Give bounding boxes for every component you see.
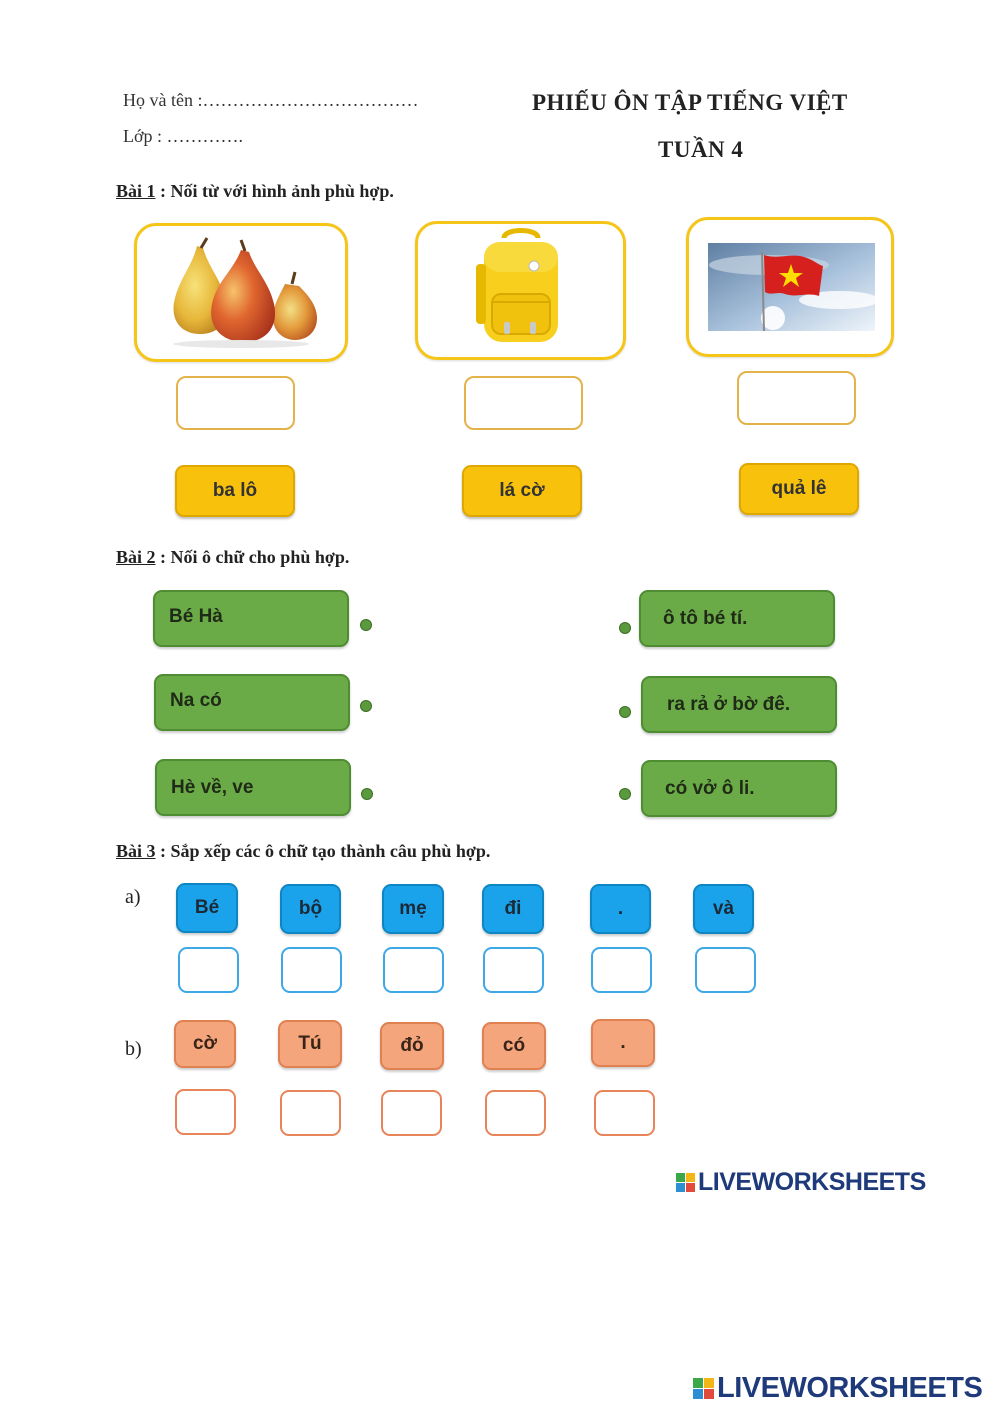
right-connector-dot-1[interactable] [619,622,631,634]
backpack-image [418,224,623,357]
bai2-instruction: : Nối ô chữ cho phù hợp. [155,547,350,567]
word-chip-b-4[interactable]: có [482,1022,546,1070]
liveworksheets-logo-1 [676,1168,926,1197]
part-b-label: b) [125,1038,142,1060]
word-chip-b-1[interactable]: cờ [174,1020,236,1068]
right-phrase-3[interactable]: có vở ô li. [641,760,837,817]
bai3-instruction: : Sắp xếp các ô chữ tạo thành câu phù hợp. [155,841,491,861]
word-ba-lo[interactable]: ba lô [175,465,295,517]
liveworksheets-icon [693,1378,714,1399]
class-line: Lớp : …………. [123,126,244,146]
answer-slot-b-5[interactable] [594,1090,655,1136]
answer-slot-a-1[interactable] [178,947,239,993]
word-chip-a-3[interactable]: mẹ [382,884,444,934]
answer-slot-b-4[interactable] [485,1090,546,1136]
right-connector-dot-3[interactable] [619,788,631,800]
word-chip-b-2[interactable]: Tú [278,1020,342,1068]
bai2-heading [116,547,349,568]
answer-slot-a-6[interactable] [695,947,756,993]
word-chip-a-2[interactable]: bộ [280,884,341,934]
right-phrase-2[interactable]: ra rả ở bờ đê. [641,676,837,733]
word-chip-a-1[interactable]: Bé [176,883,238,933]
backpack-picture-frame [415,221,626,360]
bai1-label: Bài 1 [116,181,156,201]
bai3-heading [116,841,490,862]
word-qua-le[interactable]: quả lê [739,463,859,515]
word-chip-a-5[interactable]: . [590,884,651,934]
pear-image [137,226,345,359]
answer-box-1[interactable] [176,376,295,430]
bai1-instruction: : Nối từ với hình ảnh phù hợp. [155,181,394,201]
bai3-label: Bài 3 [116,841,156,861]
answer-box-2[interactable] [464,376,583,430]
answer-slot-b-1[interactable] [175,1089,236,1135]
pear-picture-frame [134,223,348,362]
bai1-heading [116,181,394,202]
word-la-co[interactable]: lá cờ [462,465,582,517]
word-chip-a-6[interactable]: và [693,884,754,934]
answer-slot-a-2[interactable] [281,947,342,993]
liveworksheets-logo-2 [693,1372,982,1405]
answer-slot-b-2[interactable] [280,1090,341,1136]
bai2-label: Bài 2 [116,547,156,567]
answer-slot-a-5[interactable] [591,947,652,993]
liveworksheets-wordmark-2: LIVEWORKSHEETS [717,1372,983,1404]
answer-slot-a-3[interactable] [383,947,444,993]
liveworksheets-icon [676,1173,695,1192]
left-phrase-1[interactable]: Bé Hà [153,590,349,647]
word-chip-a-4[interactable]: đi [482,884,544,934]
right-connector-dot-2[interactable] [619,706,631,718]
liveworksheets-wordmark-1: LIVEWORKSHEETS [698,1168,926,1196]
left-connector-dot-1[interactable] [360,619,372,631]
answer-slot-a-4[interactable] [483,947,544,993]
vietnam-flag-image [689,220,891,354]
word-chip-b-3[interactable]: đỏ [380,1022,444,1070]
part-a-label: a) [125,886,141,908]
week-title: TUẦN 4 [658,137,744,162]
flag-picture-frame [686,217,894,357]
left-connector-dot-2[interactable] [360,700,372,712]
word-chip-b-5[interactable]: . [591,1019,655,1067]
left-phrase-3[interactable]: Hè về, ve [155,759,351,816]
answer-box-3[interactable] [737,371,856,425]
answer-slot-b-3[interactable] [381,1090,442,1136]
left-phrase-2[interactable]: Na có [154,674,350,731]
right-phrase-1[interactable]: ô tô bé tí. [639,590,835,647]
name-line: Họ và tên :……………………………… [123,90,419,110]
page-title: PHIẾU ÔN TẬP TIẾNG VIỆT [532,90,848,115]
left-connector-dot-3[interactable] [361,788,373,800]
